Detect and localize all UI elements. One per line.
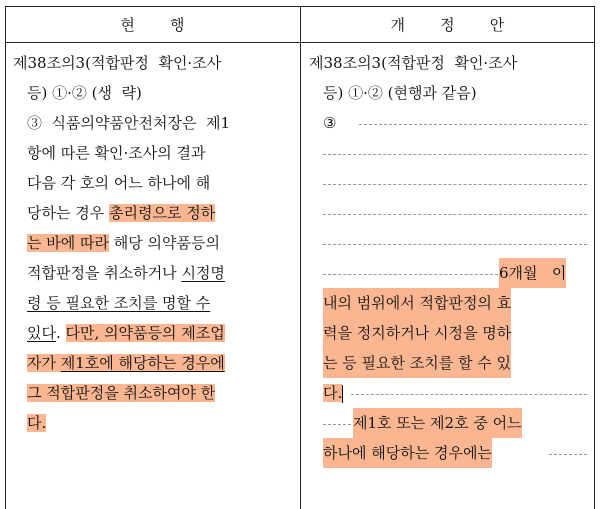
- current-line-10: [27, 318, 225, 348]
- revised-line-1: 제38조의3(적합판정 확인·조사: [309, 54, 518, 72]
- dashed-fill-7: [351, 394, 587, 395]
- text-cursor: [342, 385, 343, 403]
- highlight-suspension-3: 는 등 필요한 조치를 할 수 있: [323, 348, 511, 378]
- highlight-suspension-1: 내의 범위에서 적합판정의 효: [323, 288, 511, 318]
- current-line-7: [27, 228, 220, 258]
- comparison-table: [5, 6, 595, 509]
- current-line-11: [27, 348, 225, 378]
- current-line-6: [27, 198, 215, 228]
- header-current: [5, 6, 300, 42]
- highlight-ordinance-1: 총리령으로 정하: [109, 204, 216, 222]
- current-line-13: [27, 408, 46, 438]
- current-line-4: 항에 따른 확인·조사의 결과: [27, 144, 206, 162]
- highlight-proviso-1: 다만, 의약품등의 제조업: [65, 324, 225, 342]
- highlight-proviso-2: 자가: [27, 354, 56, 372]
- highlight-proviso-4: 그 적합판정을 취소하여야 한: [27, 384, 216, 402]
- dashed-fill-4: [323, 214, 587, 215]
- dashed-fill-9: [549, 454, 587, 455]
- current-line-8: [27, 258, 225, 288]
- revised-line-8: [323, 378, 343, 408]
- dashed-fill-6: [323, 274, 498, 275]
- underline-correction-2: 령 등 필요한 조치를 명할 수: [27, 294, 211, 312]
- highlight-ordinance-2: 는 바에 따라: [27, 234, 109, 252]
- dashed-fill-5: [323, 244, 587, 245]
- revised-line-2: 등) ①·② (현행과 같음): [323, 84, 477, 102]
- current-line-7-text: 해당 의약품등의: [113, 234, 220, 252]
- dashed-fill-2: [323, 154, 587, 155]
- dashed-fill-3: [323, 184, 587, 185]
- highlight-items-1: 제1호 또는 제2호 중 어느: [353, 408, 522, 438]
- highlight-proviso-3: 제1호에 해당하는 경우에: [60, 354, 225, 372]
- highlight-six-months: 6개월 이: [499, 258, 566, 288]
- period: .: [55, 324, 61, 342]
- header-revised-label: 개 정 안: [390, 15, 505, 34]
- dashed-fill-8: [323, 424, 351, 425]
- revised-line-3: ③: [323, 114, 337, 132]
- current-line-12: [27, 378, 215, 408]
- highlight-suspension-2: 력을 정지하거나 시정을 명하: [323, 318, 511, 348]
- underline-correction-1: 시정명: [181, 264, 225, 282]
- current-line-8-text: 적합판정을 취소하거나: [27, 264, 177, 282]
- current-line-2: 등) ①·② (생 략): [27, 84, 142, 102]
- current-line-3: ③ 식품의약품안전처장은 제1: [27, 114, 231, 132]
- highlight-suspension-4: 다.: [323, 384, 343, 402]
- column-divider: [300, 6, 301, 509]
- highlight-items-2: 하나에 해당하는 경우에는: [323, 438, 492, 468]
- current-line-5: 다음 각 호의 어느 하나에 해: [27, 174, 211, 192]
- header-revised: [301, 6, 594, 42]
- current-line-6-text: 당하는 경우: [27, 204, 105, 222]
- table-left-border: [5, 6, 6, 509]
- header-current-label: 현 행: [120, 15, 185, 34]
- current-line-1: 제38조의3(적합판정 확인·조사: [13, 54, 222, 72]
- table-right-border: [594, 6, 595, 509]
- highlight-proviso-5: 다.: [27, 414, 47, 432]
- underline-correction-3: 있다: [27, 324, 56, 342]
- dashed-fill-1: [359, 124, 587, 125]
